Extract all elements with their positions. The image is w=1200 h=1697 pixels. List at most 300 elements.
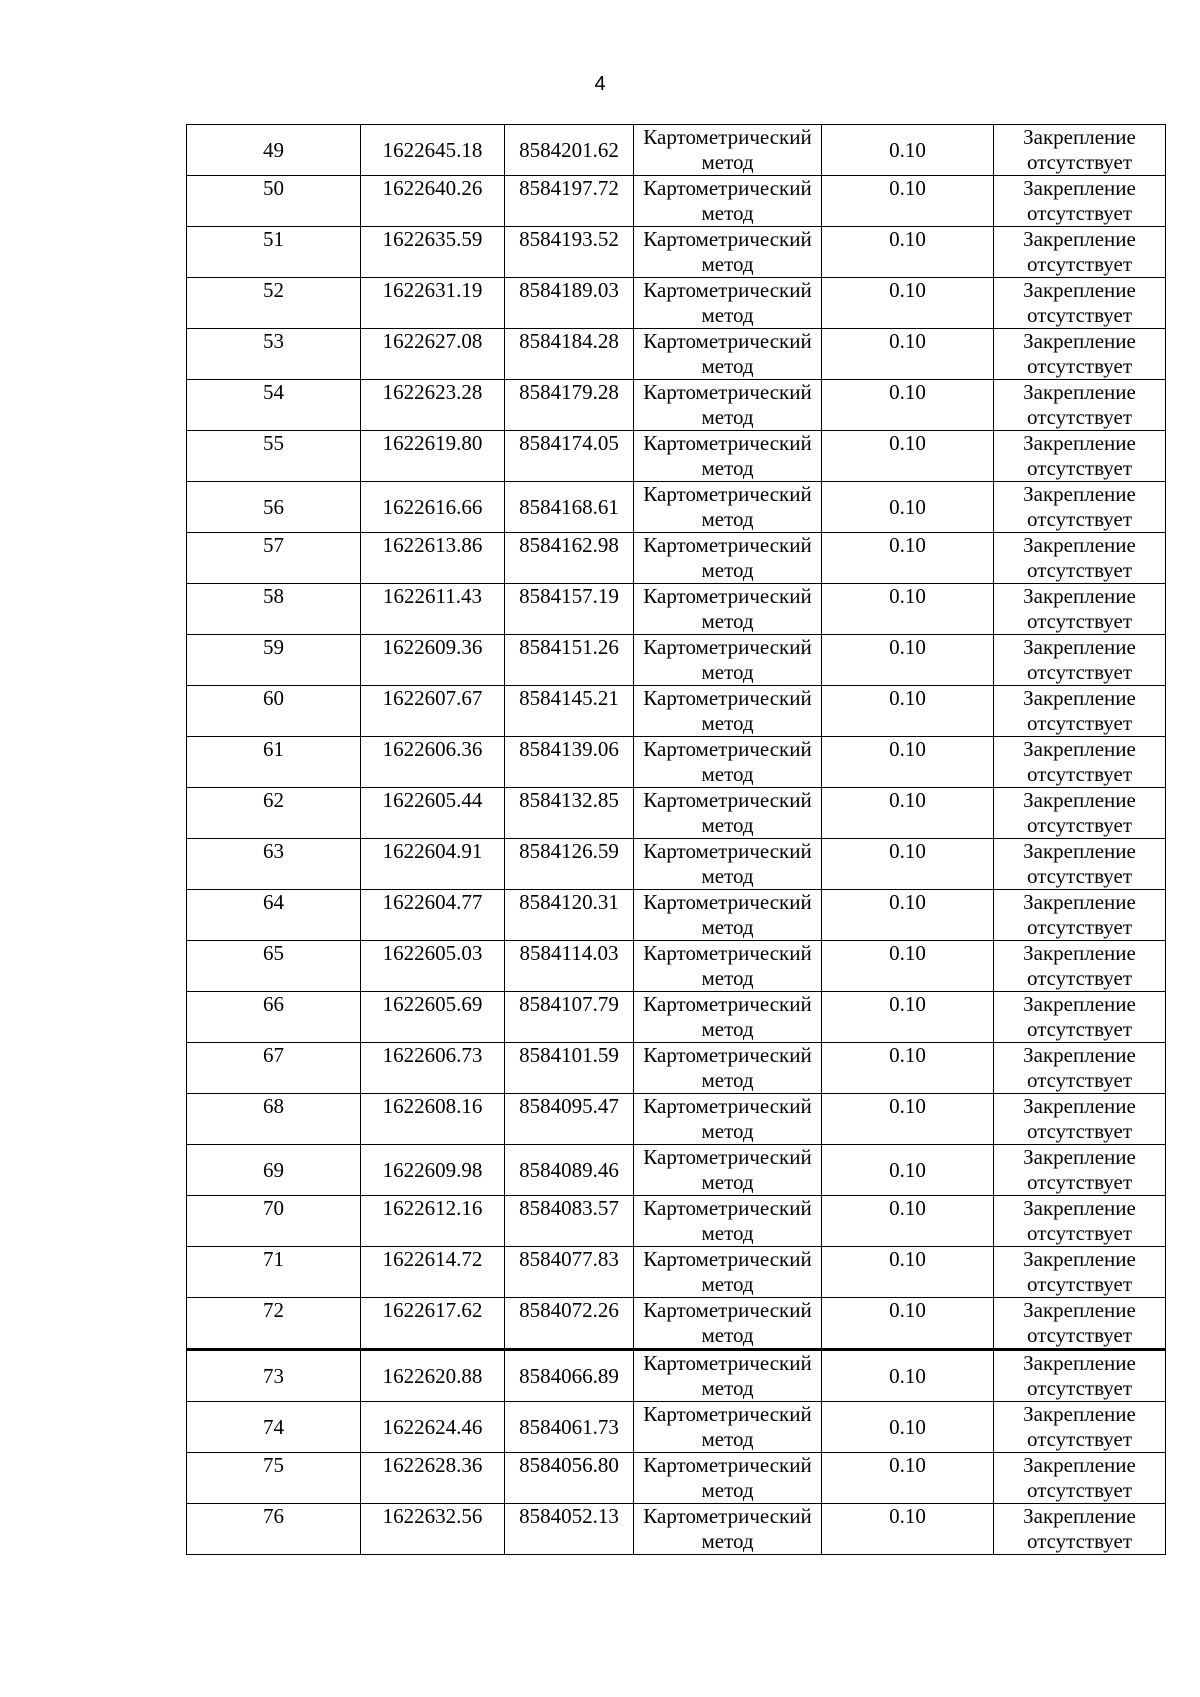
fixation-cell <box>994 1196 1166 1247</box>
method-text: метод <box>701 915 754 939</box>
fixation-text: Закрепление <box>1023 482 1136 506</box>
method-text: метод <box>701 405 754 429</box>
method-text: метод <box>701 711 754 735</box>
method-text: Картометрический <box>643 227 812 251</box>
accuracy-cell: 0.10 <box>822 890 994 941</box>
coordinate-x-cell: 1622609.98 <box>361 1145 505 1196</box>
point-number-cell: 53 <box>187 329 361 380</box>
accuracy-cell: 0.10 <box>822 533 994 584</box>
accuracy-cell: 0.10 <box>822 584 994 635</box>
coordinate-x-cell: 1622605.03 <box>361 941 505 992</box>
fixation-cell <box>994 1298 1166 1350</box>
point-number-cell: 52 <box>187 278 361 329</box>
fixation-text: отсутствует <box>1026 1068 1133 1092</box>
method-cell <box>634 584 822 635</box>
accuracy-cell: 0.10 <box>822 125 994 176</box>
fixation-text: отсутствует <box>1026 864 1133 888</box>
coordinate-y-cell: 8584157.19 <box>505 584 634 635</box>
method-text: Картометрический <box>643 125 812 149</box>
method-text: Картометрический <box>643 1247 812 1271</box>
coordinate-x-cell: 1622616.66 <box>361 482 505 533</box>
method-cell <box>634 482 822 533</box>
accuracy-cell: 0.10 <box>822 1196 994 1247</box>
point-number-cell: 71 <box>187 1247 361 1298</box>
fixation-cell <box>994 992 1166 1043</box>
method-text: Картометрический <box>643 737 812 761</box>
table-row <box>187 380 1166 431</box>
point-number-cell: 70 <box>187 1196 361 1247</box>
point-number-cell: 73 <box>187 1350 361 1402</box>
fixation-cell <box>994 584 1166 635</box>
fixation-text: Закрепление <box>1023 1196 1136 1220</box>
fixation-text: Закрепление <box>1023 737 1136 761</box>
method-cell <box>634 941 822 992</box>
fixation-text: Закрепление <box>1023 686 1136 710</box>
fixation-cell <box>994 125 1166 176</box>
method-text: Картометрический <box>643 1402 812 1426</box>
fixation-text: отсутствует <box>1026 711 1133 735</box>
coordinate-x-cell: 1622640.26 <box>361 176 505 227</box>
method-text: Картометрический <box>643 533 812 557</box>
table-row <box>187 482 1166 533</box>
accuracy-cell: 0.10 <box>822 1298 994 1350</box>
fixation-cell <box>994 1504 1166 1555</box>
method-cell <box>634 1402 822 1453</box>
table-row <box>187 278 1166 329</box>
method-cell <box>634 533 822 584</box>
fixation-text: отсутствует <box>1026 1170 1133 1194</box>
fixation-text: отсутствует <box>1026 456 1133 480</box>
fixation-text: отсутствует <box>1026 1529 1133 1553</box>
fixation-text: Закрепление <box>1023 329 1136 353</box>
table-row <box>187 635 1166 686</box>
fixation-cell <box>994 1247 1166 1298</box>
method-text: Картометрический <box>643 1094 812 1118</box>
point-number-cell: 72 <box>187 1298 361 1350</box>
method-text: метод <box>701 762 754 786</box>
fixation-cell <box>994 329 1166 380</box>
accuracy-cell: 0.10 <box>822 1094 994 1145</box>
coordinate-y-cell: 8584120.31 <box>505 890 634 941</box>
coordinate-y-cell: 8584095.47 <box>505 1094 634 1145</box>
fixation-text: отсутствует <box>1026 813 1133 837</box>
accuracy-cell: 0.10 <box>822 329 994 380</box>
point-number-cell: 66 <box>187 992 361 1043</box>
fixation-text: Закрепление <box>1023 1402 1136 1426</box>
coordinate-y-cell: 8584101.59 <box>505 1043 634 1094</box>
accuracy-cell: 0.10 <box>822 1453 994 1504</box>
coordinate-x-cell: 1622619.80 <box>361 431 505 482</box>
fixation-text: Закрепление <box>1023 1298 1136 1322</box>
coordinate-y-cell: 8584145.21 <box>505 686 634 737</box>
coordinate-x-cell: 1622628.36 <box>361 1453 505 1504</box>
fixation-text: Закрепление <box>1023 1094 1136 1118</box>
fixation-cell <box>994 227 1166 278</box>
fixation-cell <box>994 1094 1166 1145</box>
point-number-cell: 69 <box>187 1145 361 1196</box>
method-text: Картометрический <box>643 380 812 404</box>
method-text: Картометрический <box>643 686 812 710</box>
method-cell <box>634 1247 822 1298</box>
fixation-cell <box>994 176 1166 227</box>
coordinate-y-cell: 8584151.26 <box>505 635 634 686</box>
coordinate-y-cell: 8584174.05 <box>505 431 634 482</box>
method-text: метод <box>701 966 754 990</box>
coordinate-y-cell: 8584139.06 <box>505 737 634 788</box>
fixation-text: отсутствует <box>1026 405 1133 429</box>
method-text: Картометрический <box>643 635 812 659</box>
point-number-cell: 74 <box>187 1402 361 1453</box>
method-cell <box>634 431 822 482</box>
coordinate-y-cell: 8584132.85 <box>505 788 634 839</box>
accuracy-cell: 0.10 <box>822 431 994 482</box>
fixation-text: Закрепление <box>1023 176 1136 200</box>
coordinate-y-cell: 8584184.28 <box>505 329 634 380</box>
coordinate-y-cell: 8584107.79 <box>505 992 634 1043</box>
fixation-cell <box>994 788 1166 839</box>
fixation-text: отсутствует <box>1026 1017 1133 1041</box>
coordinate-y-cell: 8584072.26 <box>505 1298 634 1350</box>
coordinate-x-cell: 1622612.16 <box>361 1196 505 1247</box>
fixation-text: Закрепление <box>1023 839 1136 863</box>
coordinate-y-cell: 8584201.62 <box>505 125 634 176</box>
table-row <box>187 1402 1166 1453</box>
coordinate-x-cell: 1622604.77 <box>361 890 505 941</box>
table-row <box>187 584 1166 635</box>
coordinate-y-cell: 8584162.98 <box>505 533 634 584</box>
accuracy-cell: 0.10 <box>822 839 994 890</box>
coordinate-x-cell: 1622617.62 <box>361 1298 505 1350</box>
point-number-cell: 63 <box>187 839 361 890</box>
fixation-text: Закрепление <box>1023 1247 1136 1271</box>
method-text: метод <box>701 201 754 225</box>
method-text: метод <box>701 609 754 633</box>
coordinate-x-cell: 1622609.36 <box>361 635 505 686</box>
method-cell <box>634 890 822 941</box>
table-row <box>187 227 1166 278</box>
method-text: Картометрический <box>643 941 812 965</box>
method-text: метод <box>701 456 754 480</box>
coordinate-x-cell: 1622605.69 <box>361 992 505 1043</box>
fixation-text: Закрепление <box>1023 890 1136 914</box>
method-text: Картометрический <box>643 1043 812 1067</box>
fixation-cell <box>994 737 1166 788</box>
method-cell <box>634 1298 822 1350</box>
table-row <box>187 788 1166 839</box>
method-text: Картометрический <box>643 278 812 302</box>
coordinate-x-cell: 1622645.18 <box>361 125 505 176</box>
table-row <box>187 1247 1166 1298</box>
table-row <box>187 686 1166 737</box>
table-row <box>187 176 1166 227</box>
coordinate-y-cell: 8584114.03 <box>505 941 634 992</box>
fixation-cell <box>994 431 1166 482</box>
point-number-cell: 56 <box>187 482 361 533</box>
fixation-text: отсутствует <box>1026 1119 1133 1143</box>
method-text: метод <box>701 1529 754 1553</box>
fixation-text: отсутствует <box>1026 558 1133 582</box>
point-number-cell: 55 <box>187 431 361 482</box>
method-text: метод <box>701 1170 754 1194</box>
table-row <box>187 941 1166 992</box>
fixation-text: отсутствует <box>1026 1272 1133 1296</box>
fixation-cell <box>994 482 1166 533</box>
coordinate-y-cell: 8584168.61 <box>505 482 634 533</box>
fixation-text: Закрепление <box>1023 1145 1136 1169</box>
fixation-text: Закрепление <box>1023 380 1136 404</box>
fixation-text: отсутствует <box>1026 201 1133 225</box>
fixation-text: Закрепление <box>1023 992 1136 1016</box>
fixation-text: Закрепление <box>1023 788 1136 812</box>
coordinate-y-cell: 8584056.80 <box>505 1453 634 1504</box>
method-text: Картометрический <box>643 788 812 812</box>
fixation-text: Закрепление <box>1023 1351 1136 1375</box>
fixation-cell <box>994 941 1166 992</box>
table-row <box>187 125 1166 176</box>
fixation-cell <box>994 1043 1166 1094</box>
accuracy-cell: 0.10 <box>822 992 994 1043</box>
table-row <box>187 737 1166 788</box>
fixation-text: отсутствует <box>1026 507 1133 531</box>
method-text: метод <box>701 1017 754 1041</box>
method-text: метод <box>701 660 754 684</box>
coordinate-x-cell: 1622624.46 <box>361 1402 505 1453</box>
coordinate-x-cell: 1622613.86 <box>361 533 505 584</box>
accuracy-cell: 0.10 <box>822 1504 994 1555</box>
point-number-cell: 68 <box>187 1094 361 1145</box>
point-number-cell: 58 <box>187 584 361 635</box>
table-row <box>187 890 1166 941</box>
point-number-cell: 50 <box>187 176 361 227</box>
coordinate-y-cell: 8584126.59 <box>505 839 634 890</box>
method-text: Картометрический <box>643 176 812 200</box>
coordinate-x-cell: 1622627.08 <box>361 329 505 380</box>
fixation-cell <box>994 686 1166 737</box>
accuracy-cell: 0.10 <box>822 1043 994 1094</box>
accuracy-cell: 0.10 <box>822 737 994 788</box>
coordinate-y-cell: 8584193.52 <box>505 227 634 278</box>
point-number-cell: 61 <box>187 737 361 788</box>
point-number-cell: 49 <box>187 125 361 176</box>
method-text: метод <box>701 864 754 888</box>
coordinate-x-cell: 1622606.73 <box>361 1043 505 1094</box>
fixation-cell <box>994 839 1166 890</box>
coordinate-x-cell: 1622607.67 <box>361 686 505 737</box>
page-number: 4 <box>594 73 606 95</box>
accuracy-cell: 0.10 <box>822 1402 994 1453</box>
accuracy-cell: 0.10 <box>822 176 994 227</box>
method-text: метод <box>701 1272 754 1296</box>
coordinate-x-cell: 1622608.16 <box>361 1094 505 1145</box>
method-text: метод <box>701 1068 754 1092</box>
fixation-cell <box>994 1402 1166 1453</box>
fixation-text: отсутствует <box>1026 1376 1133 1400</box>
point-number-cell: 59 <box>187 635 361 686</box>
method-text: Картометрический <box>643 329 812 353</box>
fixation-text: отсутствует <box>1026 915 1133 939</box>
method-cell <box>634 1094 822 1145</box>
accuracy-cell: 0.10 <box>822 788 994 839</box>
fixation-text: Закрепление <box>1023 125 1136 149</box>
coordinate-x-cell: 1622611.43 <box>361 584 505 635</box>
method-text: Картометрический <box>643 890 812 914</box>
method-text: Картометрический <box>643 584 812 608</box>
point-number-cell: 65 <box>187 941 361 992</box>
fixation-text: отсутствует <box>1026 1478 1133 1502</box>
coordinate-y-cell: 8584189.03 <box>505 278 634 329</box>
fixation-text: отсутствует <box>1026 660 1133 684</box>
method-text: метод <box>701 252 754 276</box>
accuracy-cell: 0.10 <box>822 635 994 686</box>
fixation-cell <box>994 533 1166 584</box>
method-text: Картометрический <box>643 839 812 863</box>
method-cell <box>634 380 822 431</box>
method-text: метод <box>701 1478 754 1502</box>
accuracy-cell: 0.10 <box>822 1350 994 1402</box>
fixation-cell <box>994 1145 1166 1196</box>
point-number-cell: 54 <box>187 380 361 431</box>
accuracy-cell: 0.10 <box>822 686 994 737</box>
point-number-cell: 62 <box>187 788 361 839</box>
method-cell <box>634 737 822 788</box>
table-row <box>187 1145 1166 1196</box>
fixation-text: отсутствует <box>1026 762 1133 786</box>
table-row <box>187 431 1166 482</box>
coordinate-y-cell: 8584089.46 <box>505 1145 634 1196</box>
method-cell <box>634 992 822 1043</box>
coordinates-table-body <box>187 125 1166 1555</box>
method-cell <box>634 278 822 329</box>
fixation-text: Закрепление <box>1023 1504 1136 1528</box>
table-row <box>187 329 1166 380</box>
table-row <box>187 1453 1166 1504</box>
method-cell <box>634 1196 822 1247</box>
table-row <box>187 839 1166 890</box>
table-row <box>187 992 1166 1043</box>
fixation-cell <box>994 890 1166 941</box>
coordinate-y-cell: 8584061.73 <box>505 1402 634 1453</box>
table-row <box>187 1043 1166 1094</box>
accuracy-cell: 0.10 <box>822 482 994 533</box>
coordinate-x-cell: 1622620.88 <box>361 1350 505 1402</box>
fixation-text: отсутствует <box>1026 150 1133 174</box>
method-cell <box>634 686 822 737</box>
table-row <box>187 1094 1166 1145</box>
fixation-cell <box>994 278 1166 329</box>
coordinate-y-cell: 8584083.57 <box>505 1196 634 1247</box>
method-cell <box>634 635 822 686</box>
method-text: Картометрический <box>643 1504 812 1528</box>
coordinate-x-cell: 1622623.28 <box>361 380 505 431</box>
fixation-text: Закрепление <box>1023 227 1136 251</box>
fixation-cell <box>994 635 1166 686</box>
method-cell <box>634 1043 822 1094</box>
fixation-text: отсутствует <box>1026 354 1133 378</box>
method-text: Картометрический <box>643 431 812 455</box>
method-cell <box>634 788 822 839</box>
fixation-text: Закрепление <box>1023 941 1136 965</box>
method-cell <box>634 125 822 176</box>
coordinate-y-cell: 8584077.83 <box>505 1247 634 1298</box>
coordinate-y-cell: 8584179.28 <box>505 380 634 431</box>
coordinates-table <box>186 124 1166 1555</box>
fixation-cell <box>994 1350 1166 1402</box>
point-number-cell: 60 <box>187 686 361 737</box>
method-text: метод <box>701 558 754 582</box>
method-text: Картометрический <box>643 1351 812 1375</box>
method-cell <box>634 1453 822 1504</box>
method-cell <box>634 839 822 890</box>
method-cell <box>634 176 822 227</box>
method-text: метод <box>701 1221 754 1245</box>
fixation-text: Закрепление <box>1023 584 1136 608</box>
method-text: Картометрический <box>643 482 812 506</box>
method-text: метод <box>701 1427 754 1451</box>
point-number-cell: 75 <box>187 1453 361 1504</box>
table-row <box>187 1298 1166 1350</box>
point-number-cell: 76 <box>187 1504 361 1555</box>
fixation-text: отсутствует <box>1026 1427 1133 1451</box>
accuracy-cell: 0.10 <box>822 227 994 278</box>
coordinate-x-cell: 1622631.19 <box>361 278 505 329</box>
coordinate-y-cell: 8584197.72 <box>505 176 634 227</box>
coordinate-x-cell: 1622605.44 <box>361 788 505 839</box>
point-number-cell: 51 <box>187 227 361 278</box>
table-row <box>187 1504 1166 1555</box>
table-row <box>187 533 1166 584</box>
method-text: Картометрический <box>643 992 812 1016</box>
method-cell <box>634 329 822 380</box>
coordinate-x-cell: 1622606.36 <box>361 737 505 788</box>
coordinate-y-cell: 8584052.13 <box>505 1504 634 1555</box>
coordinate-x-cell: 1622635.59 <box>361 227 505 278</box>
method-cell <box>634 1145 822 1196</box>
method-text: Картометрический <box>643 1453 812 1477</box>
method-text: Картометрический <box>643 1145 812 1169</box>
method-text: Картометрический <box>643 1196 812 1220</box>
method-text: метод <box>701 150 754 174</box>
method-cell <box>634 1350 822 1402</box>
fixation-text: отсутствует <box>1026 609 1133 633</box>
fixation-text: Закрепление <box>1023 1043 1136 1067</box>
accuracy-cell: 0.10 <box>822 1145 994 1196</box>
coordinate-x-cell: 1622604.91 <box>361 839 505 890</box>
fixation-text: Закрепление <box>1023 278 1136 302</box>
coordinate-y-cell: 8584066.89 <box>505 1350 634 1402</box>
fixation-text: отсутствует <box>1026 1221 1133 1245</box>
point-number-cell: 64 <box>187 890 361 941</box>
method-text: метод <box>701 1376 754 1400</box>
table-row <box>187 1196 1166 1247</box>
fixation-text: отсутствует <box>1026 252 1133 276</box>
point-number-cell: 67 <box>187 1043 361 1094</box>
table-row <box>187 1350 1166 1402</box>
method-cell <box>634 227 822 278</box>
method-text: метод <box>701 1323 754 1347</box>
fixation-text: отсутствует <box>1026 303 1133 327</box>
coordinate-x-cell: 1622614.72 <box>361 1247 505 1298</box>
coordinate-x-cell: 1622632.56 <box>361 1504 505 1555</box>
accuracy-cell: 0.10 <box>822 380 994 431</box>
fixation-text: отсутствует <box>1026 966 1133 990</box>
method-text: метод <box>701 303 754 327</box>
method-text: метод <box>701 354 754 378</box>
method-text: метод <box>701 1119 754 1143</box>
fixation-text: Закрепление <box>1023 431 1136 455</box>
accuracy-cell: 0.10 <box>822 941 994 992</box>
fixation-cell <box>994 380 1166 431</box>
fixation-text: Закрепление <box>1023 1453 1136 1477</box>
